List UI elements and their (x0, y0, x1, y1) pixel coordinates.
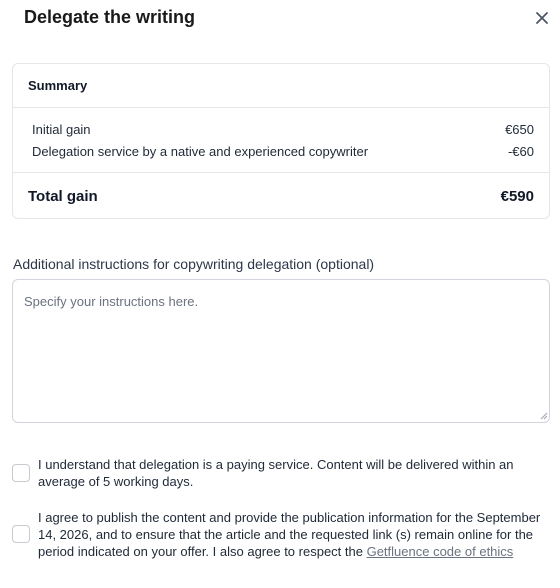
resize-handle-icon[interactable] (538, 410, 548, 420)
summary-row-label: Delegation service by a native and experienced copywriter (32, 144, 369, 159)
summary-row-value: €650 (505, 122, 534, 137)
agreement-publication (12, 509, 550, 569)
summary-rows (13, 108, 549, 173)
agreement-publication-body: I agree to publish the content and provide the publication information for the September 14, 2026, and to ensure that the article and the requested link (s) remain online for the period indicated on your offer. I also agree to respect the (38, 510, 541, 559)
instructions-label: Additional instructions for copywriting delegation (optional) (13, 256, 375, 272)
agreement-delegation-text: I understand that delegation is a paying service. Content will be delivered within an average of 5 working days. (38, 457, 514, 489)
modal-title: Delegate the writing (24, 7, 196, 27)
total-gain-row (28, 188, 534, 205)
summary-row-label: Initial gain (32, 122, 91, 137)
summary-title: Summary (28, 78, 88, 93)
total-gain-value: €590 (500, 188, 534, 205)
summary-row-value: -€60 (507, 144, 534, 159)
delegation-checkbox[interactable] (12, 464, 30, 482)
agreement-publication-text (38, 509, 550, 560)
summary-row (32, 122, 534, 140)
publication-checkbox[interactable] (12, 525, 30, 543)
summary-card (12, 63, 550, 219)
instructions-textarea[interactable] (12, 279, 550, 423)
modal-header (0, 0, 560, 40)
summary-row (32, 144, 534, 162)
summary-header (13, 64, 549, 108)
close-icon[interactable] (532, 8, 552, 28)
agreement-delegation (12, 455, 550, 495)
total-gain-label: Total gain (28, 188, 98, 205)
code-of-ethics-link[interactable]: Getfluence code of ethics (366, 544, 514, 559)
